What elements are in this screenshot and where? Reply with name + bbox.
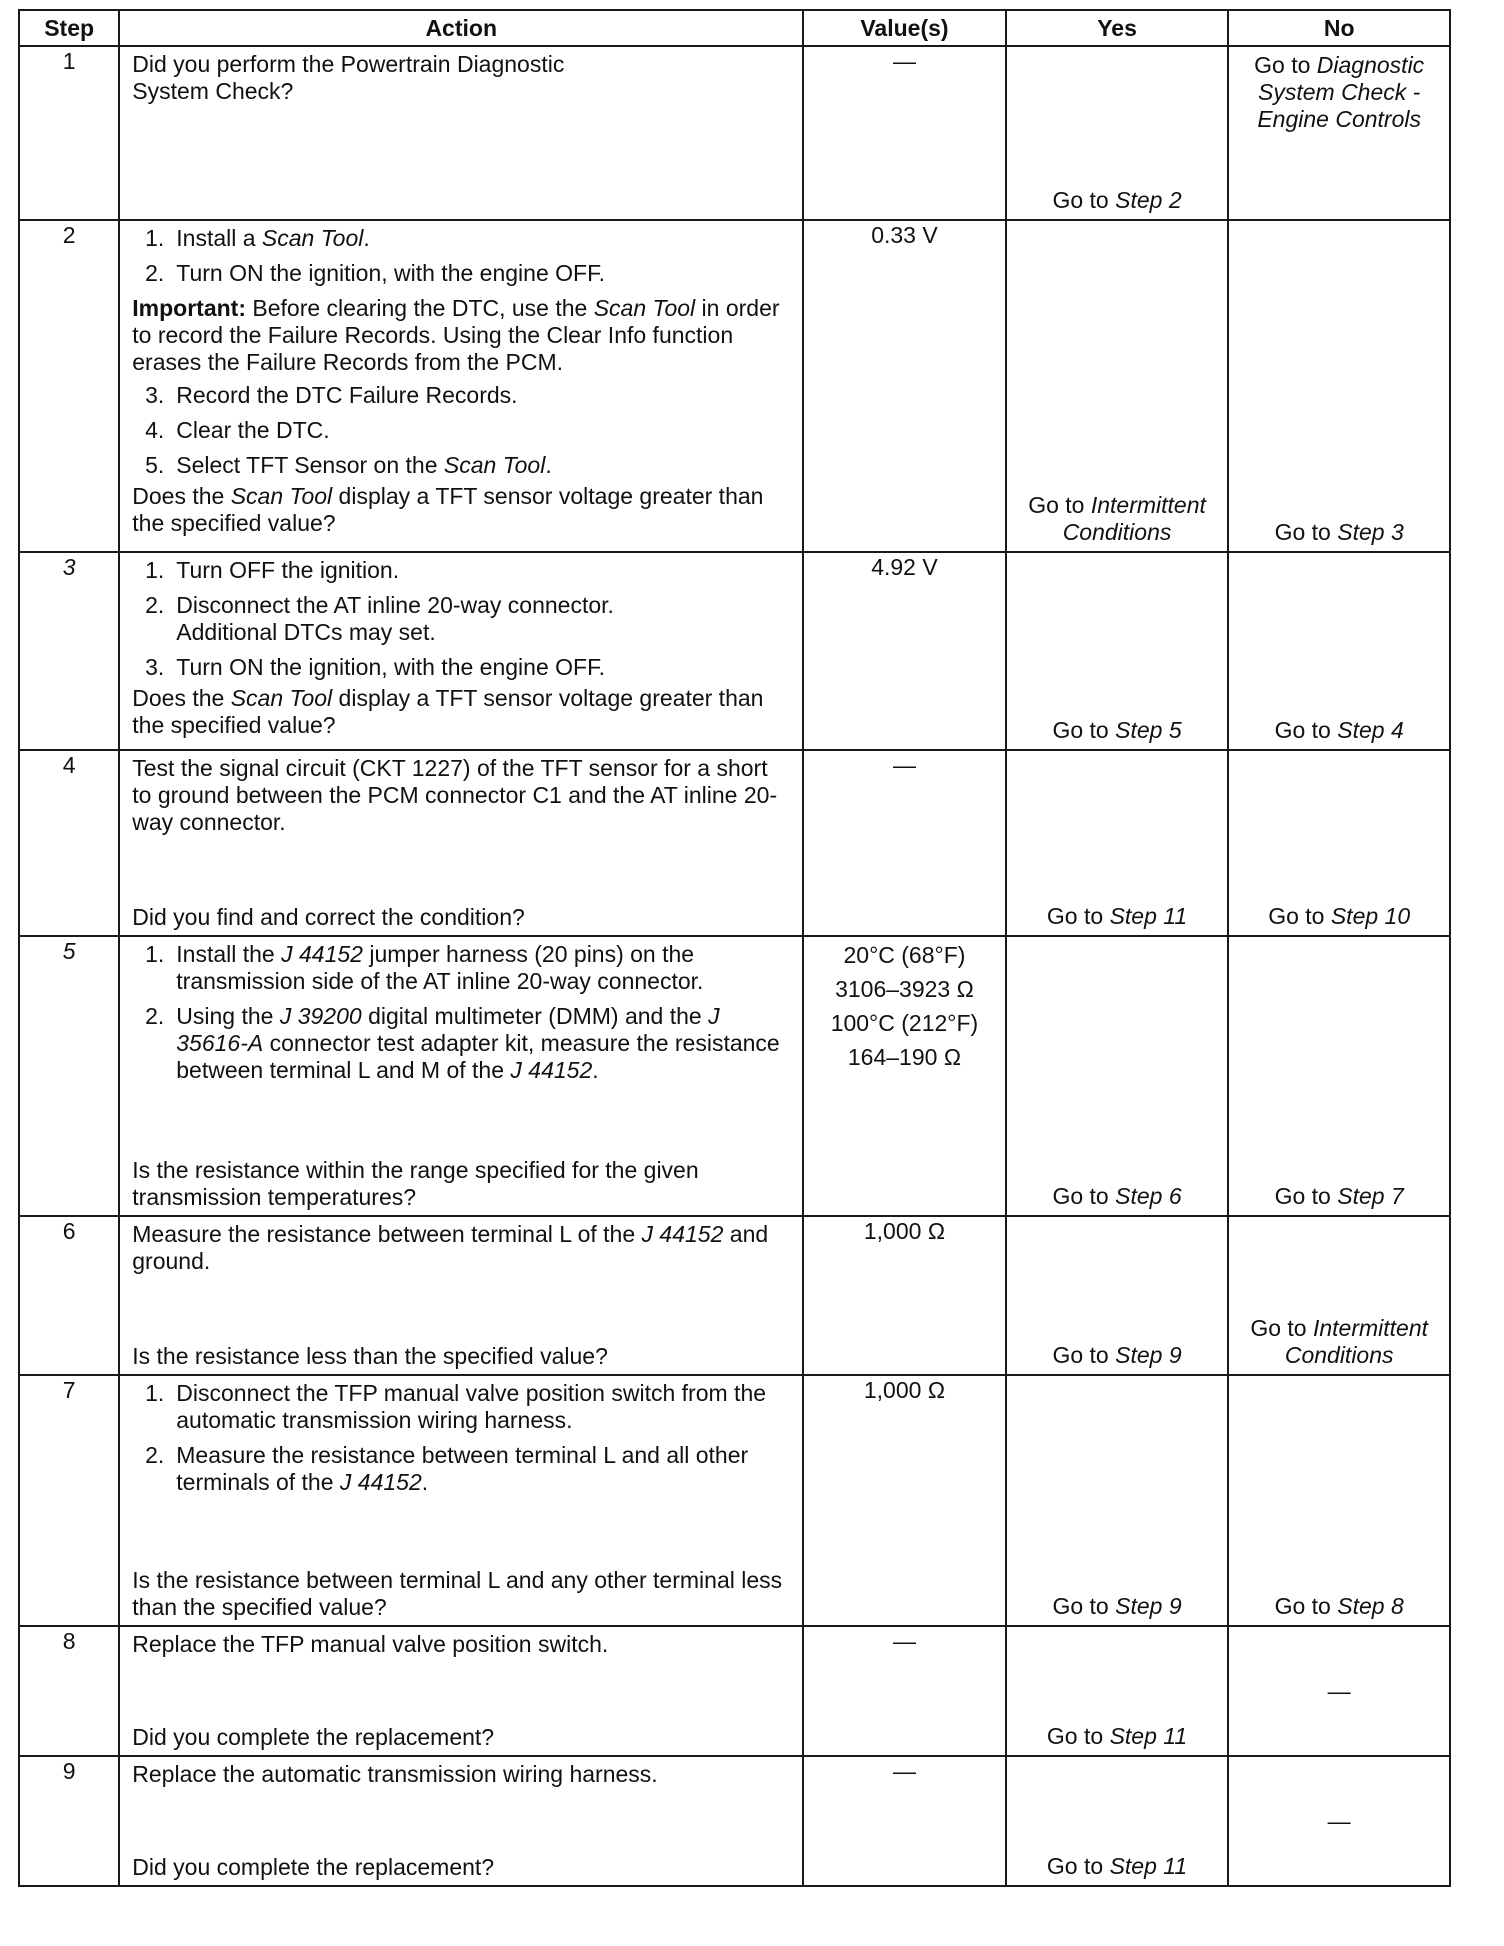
yes-cell bbox=[1006, 46, 1229, 220]
yes-goto[interactable]: Go to Intermittent Conditions bbox=[1028, 492, 1206, 545]
table-row bbox=[19, 1216, 1450, 1375]
yes-cell bbox=[1006, 1626, 1229, 1756]
step-number: 2 bbox=[19, 220, 119, 552]
action-cell bbox=[119, 46, 803, 220]
action-question: Did you complete the replacement? bbox=[132, 1854, 495, 1880]
no-goto[interactable]: Go to Step 8 bbox=[1274, 1593, 1404, 1619]
value-resistance-low: 3106–3923 Ω bbox=[835, 976, 974, 1002]
header-step: Step bbox=[19, 10, 119, 46]
no-cell: — bbox=[1228, 1756, 1450, 1886]
yes-goto[interactable]: Go to Step 2 bbox=[1052, 187, 1182, 213]
action-cell: 1. Install a Scan Tool. 2. Turn ON the ignition, with the engine OFF. Important: Before clearing the DTC, use the Scan Tool in order to record the Failure Records. Using the Clear Info function erases the Failure Records from the PCM. 3. Record the DTC Failure Records. 4. Clear the DTC. 5. Select TFT Sensor on the Scan Tool. Does the Scan Tool display a TFT sensor voltage greater than the specified value? bbox=[119, 220, 803, 552]
step-number: 9 bbox=[19, 1756, 119, 1886]
header-action: Action bbox=[119, 10, 803, 46]
yes-cell bbox=[1006, 1756, 1229, 1886]
action-text: Measure the resistance between terminal L of the J 44152 and ground. bbox=[132, 1221, 769, 1274]
yes-cell bbox=[1006, 1216, 1229, 1375]
action-text: Replace the automatic transmission wiring harness. bbox=[132, 1761, 658, 1787]
yes-goto[interactable]: Go to Step 11 bbox=[1046, 1723, 1188, 1749]
no-cell bbox=[1228, 552, 1450, 750]
table-row bbox=[19, 220, 1450, 552]
action-question: Does the Scan Tool display a TFT sensor voltage greater than the specified value? bbox=[132, 685, 764, 738]
step-number: 7 bbox=[19, 1375, 119, 1626]
value-temp-high: 100°C (212°F) bbox=[830, 1010, 979, 1036]
no-cell bbox=[1228, 750, 1450, 936]
value-cell: 1,000 Ω bbox=[803, 1375, 1006, 1626]
action-question: Is the resistance between terminal L and any other terminal less than the specified value? bbox=[132, 1567, 783, 1620]
table-row bbox=[19, 552, 1450, 750]
action-question: Is the resistance less than the specified value? bbox=[132, 1343, 608, 1369]
no-cell bbox=[1228, 936, 1450, 1216]
table-row bbox=[19, 1375, 1450, 1626]
no-goto[interactable]: Go to Step 4 bbox=[1274, 717, 1404, 743]
header-row bbox=[19, 10, 1450, 46]
yes-goto[interactable]: Go to Step 9 bbox=[1052, 1342, 1182, 1368]
yes-goto[interactable]: Go to Step 9 bbox=[1052, 1593, 1182, 1619]
step-number: 4 bbox=[19, 750, 119, 936]
header-yes: Yes bbox=[1006, 10, 1229, 46]
yes-cell bbox=[1006, 220, 1229, 552]
action-cell bbox=[119, 1626, 803, 1756]
action-cell bbox=[119, 750, 803, 936]
yes-cell bbox=[1006, 1375, 1229, 1626]
action-cell bbox=[119, 1216, 803, 1375]
value-cell: 0.33 V bbox=[803, 220, 1006, 552]
action-cell: 1. Disconnect the TFP manual valve position switch from the automatic transmission wiring harness. 2. Measure the resistance between terminal L and all other terminals of the J 44152. Is the resistance between terminal L and any other terminal less than the specified value? bbox=[119, 1375, 803, 1626]
action-text: Replace the TFP manual valve position switch. bbox=[132, 1631, 609, 1657]
yes-goto[interactable]: Go to Step 6 bbox=[1052, 1183, 1182, 1209]
no-cell bbox=[1228, 46, 1450, 220]
action-question: Did you find and correct the condition? bbox=[132, 904, 525, 930]
no-cell bbox=[1228, 1375, 1450, 1626]
value-resistance-high: 164–190 Ω bbox=[847, 1044, 962, 1070]
step-number: 1 bbox=[19, 46, 119, 220]
yes-cell bbox=[1006, 552, 1229, 750]
header-values: Value(s) bbox=[803, 10, 1006, 46]
table-row bbox=[19, 1756, 1450, 1886]
step-number: 6 bbox=[19, 1216, 119, 1375]
step-number: 8 bbox=[19, 1626, 119, 1756]
action-cell: 1. Install the J 44152 jumper harness (20 pins) on the transmission side of the AT inline 20-way connector. 2. Using the J 39200 digital multimeter (DMM) and the J 35616-A connector test adapter kit, measure the resistance between terminal L and M of the J 44152. Is the resistance within the range specified for the given transmission temperatures? bbox=[119, 936, 803, 1216]
action-text: Test the signal circuit (CKT 1227) of the TFT sensor for a short to ground between the PCM connector C1 and the AT inline 20-way connector. bbox=[132, 755, 778, 835]
no-goto[interactable]: Go to Step 10 bbox=[1268, 903, 1411, 929]
yes-cell bbox=[1006, 936, 1229, 1216]
no-cell: — bbox=[1228, 1626, 1450, 1756]
value-cell: — bbox=[803, 1626, 1006, 1756]
value-cell: — bbox=[803, 750, 1006, 936]
step-number: 3 bbox=[19, 552, 119, 750]
no-cell bbox=[1228, 220, 1450, 552]
header-no: No bbox=[1228, 10, 1450, 46]
value-cell bbox=[803, 936, 1006, 1216]
action-cell bbox=[119, 1756, 803, 1886]
no-goto[interactable]: Go to Intermittent Conditions bbox=[1250, 1315, 1429, 1368]
no-goto[interactable]: Go to Diagnostic System Check - Engine Controls bbox=[1254, 52, 1425, 132]
value-cell: — bbox=[803, 1756, 1006, 1886]
table-row bbox=[19, 750, 1450, 936]
action-text: Did you perform the Powertrain Diagnostic System Check? bbox=[132, 51, 565, 104]
no-cell bbox=[1228, 1216, 1450, 1375]
table-row bbox=[19, 936, 1450, 1216]
table-row bbox=[19, 46, 1450, 220]
action-question: Did you complete the replacement? bbox=[132, 1724, 495, 1750]
yes-goto[interactable]: Go to Step 11 bbox=[1046, 1853, 1188, 1879]
yes-goto[interactable]: Go to Step 5 bbox=[1052, 717, 1182, 743]
no-goto[interactable]: Go to Step 3 bbox=[1274, 519, 1404, 545]
yes-cell bbox=[1006, 750, 1229, 936]
value-cell: — bbox=[803, 46, 1006, 220]
value-cell: 1,000 Ω bbox=[803, 1216, 1006, 1375]
value-cell: 4.92 V bbox=[803, 552, 1006, 750]
yes-goto[interactable]: Go to Step 11 bbox=[1046, 903, 1188, 929]
action-question: Does the Scan Tool display a TFT sensor voltage greater than the specified value? bbox=[132, 483, 764, 536]
table-row bbox=[19, 1626, 1450, 1756]
value-temp-low: 20°C (68°F) bbox=[843, 942, 966, 968]
action-cell: 1. Turn OFF the ignition. 2. Disconnect the AT inline 20-way connector. Additional DTCs may set. 3. Turn ON the ignition, with the engine OFF. Does the Scan Tool display a TFT sensor voltage greater than the specified value? bbox=[119, 552, 803, 750]
important-note: Important: Before clearing the DTC, use the Scan Tool in order to record the Failure Records. Using the Clear Info function erases the Failure Records from the PCM. bbox=[132, 295, 780, 375]
action-question: Is the resistance within the range specified for the given transmission temperatures? bbox=[132, 1157, 699, 1210]
step-number: 5 bbox=[19, 936, 119, 1216]
diagnostic-table bbox=[18, 9, 1451, 1887]
no-goto[interactable]: Go to Step 7 bbox=[1274, 1183, 1404, 1209]
